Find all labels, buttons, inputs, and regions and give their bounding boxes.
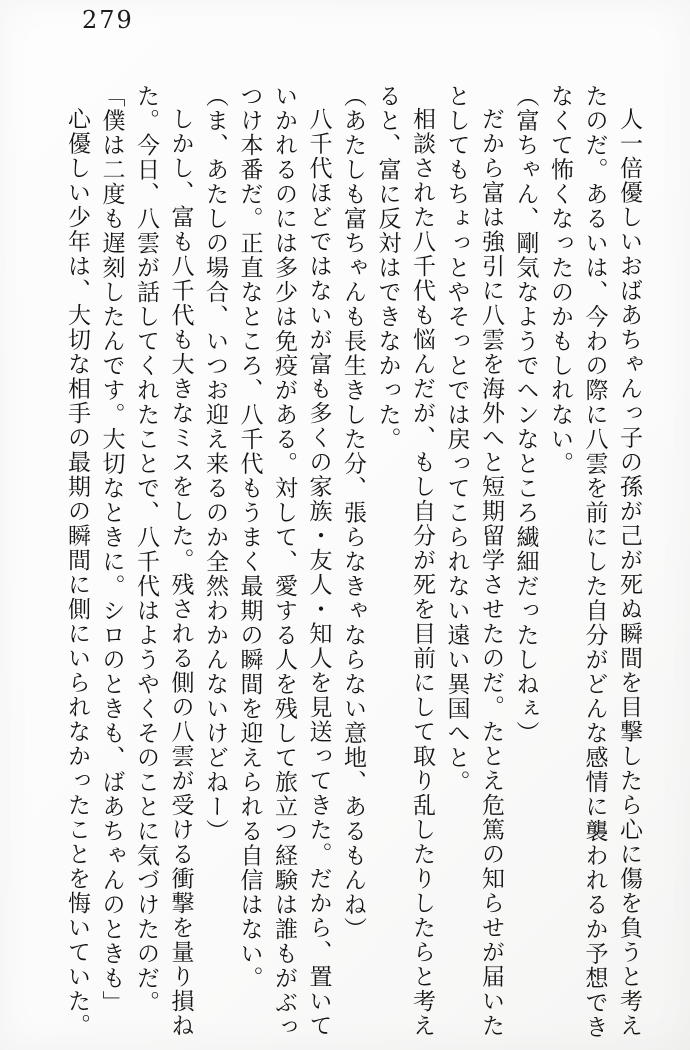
paragraph: 「僕は二度も遅刻したんです。大切なときに。シロのときも、ばあちゃんのときも」 [98,84,125,1015]
page-number: 279 [82,6,134,34]
paragraph: 八千代ほどではないが富も多くの家族・友人・知人を見送ってきた。だから、置いていかれるのには多少は免疫がある。対して、愛する人を残して旅立つ経験は誰もがぶっつけ本番だ。正直なところ、八千代もうまく最期の瞬間を迎えられる自信はない。 [236,84,332,1040]
paragraph: だから富は強引に八雲を海外へと短期留学させたのだ。たとえ危篤の知らせが届いたとしてもちょっとやそっとでは戻ってこられない遠い異国へと。 [443,84,504,1038]
paragraph: しかし、富も八千代も大きなミスをした。残される側の八雲が受ける衝撃を量り損ねた。今日、八雲が話してくれたことで、八千代はようやくそのことに気づけたのだ。 [133,84,194,1038]
paragraph: 心優しい少年は、大切な相手の最期の瞬間に側にいられなかったことを悔いていた。 [64,107,90,1038]
paragraph: 人一倍優しいおばあちゃんっ子の孫が己が死ぬ瞬間を目撃したら心に傷を負うと考えたのだ。あるいは、今わの際に八雲を前にした自分がどんな感情に襲われるか予想できなくて怖くなったのかもしれない。 [547,84,642,1040]
paragraph: （富ちゃん、剛気なようでヘンなところ繊細だったしねぇ） [512,84,539,746]
paragraph: 相談された八千代も悩んだが、もし自分が死を目前にして取り乱したりしたらと考えると、富に反対はできなかった。 [374,84,435,1038]
paragraph: （あたしも富ちゃんも長生きした分、張らなきゃならない意地、あるもんね） [340,84,366,942]
paragraph: （ま、あたしの場合、いつお迎え来るのか全然わかんないけどねー） [202,84,228,844]
text-block [60,84,647,1040]
